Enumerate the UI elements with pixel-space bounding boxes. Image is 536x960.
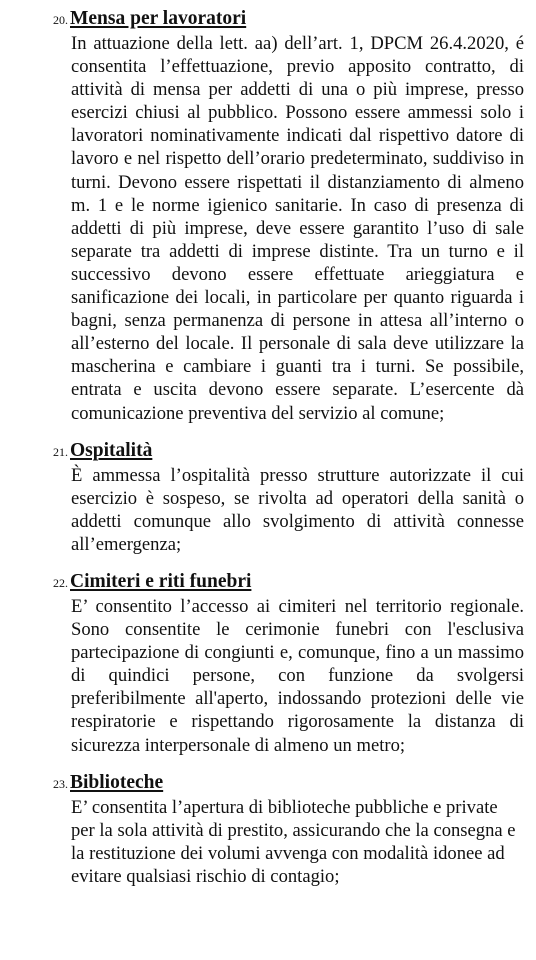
- section-title: Mensa per lavoratori: [70, 8, 247, 29]
- section-title: Ospitalità: [70, 439, 153, 461]
- section-cimiteri-e-riti-funebri: [0, 571, 524, 757]
- section-number: 22.: [53, 575, 68, 590]
- section-body: È ammessa l’ospitalità presso strutture autorizzate il cui esercizio è sospeso, se rivolta ad operatori della sanità o addetti comunque allo svolgimento di attività connesse all’emergenza;: [71, 464, 524, 555]
- section-number: 21.: [53, 444, 68, 459]
- section-number: 23.: [53, 776, 68, 791]
- section-heading: [0, 571, 524, 595]
- section-title: Cimiteri e riti funebri: [70, 570, 252, 592]
- section-number: 20.: [53, 13, 68, 27]
- section-body: E’ consentito l’accesso ai cimiteri nel territorio regionale. Sono consentite le cerimonie funebri con l'esclusiva partecipazione di congiunti e, comunque, fino a un massimo di quindici persone, con funzione da svolgersi preferibilmente all'aperto, indossando protezioni delle vie respiratorie e rispettando rigorosamente la distanza di sicurezza interpersonale di almeno un metro;: [71, 595, 524, 756]
- section-body: E’ consentita l’apertura di biblioteche pubbliche e private per la sola attività di prestito, assicurando che la consegna e la restituzione dei volumi avvenga con modalità idonee ad evitare qualsiasi rischio di contagio;: [71, 796, 516, 887]
- section-title: Biblioteche: [70, 771, 164, 793]
- section-mensa-per-lavoratori: [0, 8, 524, 425]
- section-heading: [0, 440, 524, 464]
- section-ospitalita: [0, 440, 524, 556]
- section-heading: [0, 772, 524, 796]
- section-biblioteche: [0, 772, 524, 888]
- section-body: In attuazione della lett. aa) dell’art. 1, DPCM 26.4.2020, é consentita l’effettuazione, previo apposito contratto, di attività di mensa per addetti di una o più imprese, presso esercizi chiusi al pubblico. Possono essere ammessi solo i lavoratori nominativamente indicati dal rispettivo datore di lavoro e nel rispetto dell’orario predeterminato, suddiviso in turni. Devono essere rispettati il distanziamento di almeno m. 1 e le norme igienico sanitarie. In caso di presenza di addetti di più imprese, deve essere garantito l’uso di sale separate tra addetti di imprese distinte. Tra un turno e il successivo devono essere effettuate arieggiatura e sanificazione dei locali, in particolare per quanto riguarda i bagni, senza permanenza di persone in attesa all’interno o all’esterno del locale. Il personale di sala deve utilizzare la mascherina e cambiare i guanti tra i turni. Se possibile, entrata e uscita devono essere separate. L’esercente dà comunicazione preventiva del servizio al comune;: [71, 33, 524, 424]
- section-heading: [0, 8, 524, 32]
